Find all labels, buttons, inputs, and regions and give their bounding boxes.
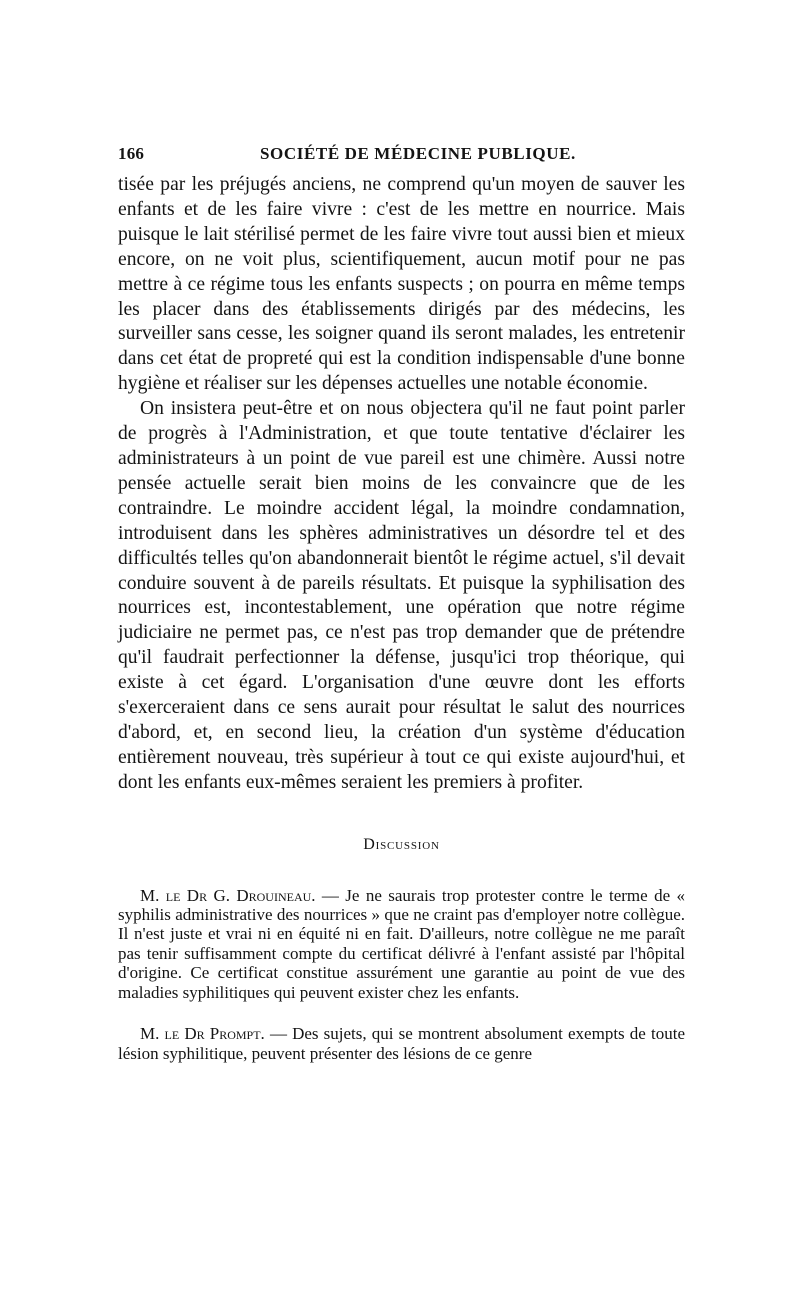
speaker-name: M. le Dr G. Drouineau. xyxy=(140,885,316,905)
discussion-text: — Je ne saurais trop protester contre le terme de « syphilis administrative des nourrices » que ne craint pas d'employer notre collègue. Il n'est juste et vrai ni en équité ni en fait. D'ailleurs, notre collègue ne me paraît pas tenir suffisamment compte du certificat délivré à l'enfant assisté par l'hôpital d'origine. Ce certificat constitue assurément une garantie au point de vue des maladies syphilitiques qui peuvent exister chez les enfants. xyxy=(118,885,685,1002)
section-heading: Discussion xyxy=(363,835,440,853)
discussion-text: — Des sujets, qui se montrent absolument exempts de toute lésion syphilitique, peuvent présenter des lésions de ce genre xyxy=(118,1024,685,1063)
body-paragraph: tisée par les préjugés anciens, ne comprend qu'un moyen de sauver les enfants et de les faire vivre : c'est de les mettre en nourrice. Mais puisque le lait stérilisé permet de les faire vivre tout aussi bien et mieux encore, on ne voit plus, scientifiquement, aucun motif pour ne pas mettre à ce régime tous les enfants suspects ; on pourra en même temps les placer dans des établissements dirigés par des médecins, les surveiller sans cesse, les soigner quand ils seront malades, les entretenir dans cet état de propreté qui est la condition indispensable d'une bonne hygiène et réaliser sur les dépenses actuelles une notable économie. xyxy=(118,174,685,395)
discussion-entry xyxy=(118,886,685,1002)
book-page xyxy=(118,140,685,1063)
speaker-name: M. le Dr Prompt. xyxy=(140,1024,265,1044)
running-header xyxy=(118,140,685,168)
journal-title: SOCIÉTÉ DE MÉDECINE PUBLIQUE. xyxy=(260,144,576,163)
body-paragraph: On insistera peut-être et on nous objectera qu'il ne faut point parler de progrès à l'Administration, et que toute tentative d'éclairer les administrateurs à un point de vue pareil est une chimère. Aussi notre pensée actuelle serait bien moins de les convaincre que de les contraindre. Le moindre accident légal, la moindre condamnation, introduisent dans les sphères administratives un désordre tel et des difficultés telles qu'on abandonnerait bientôt le régime actuel, s'il devait conduire souvent à de pareils résultats. Et puisque la syphilisation des nourrices est, incontestablement, une opération que notre régime judiciaire ne permet pas, ce n'est pas trop demander que de prétendre qu'il faudrait perfectionner la défense, jusqu'ici trop théorique, qui existe à cet égard. L'organisation d'une œuvre dont les efforts s'exerceraient dans ce sens aurait pour résultat le salut des nourrices d'abord, et, en second lieu, la création d'un système d'éducation entièrement nouveau, très supérieur à tout ce qui existe aujourd'hui, et dont les enfants eux-mêmes seraient les premiers à profiter. xyxy=(118,398,685,793)
page-number: 166 xyxy=(118,144,145,163)
discussion-entry xyxy=(118,1024,685,1063)
